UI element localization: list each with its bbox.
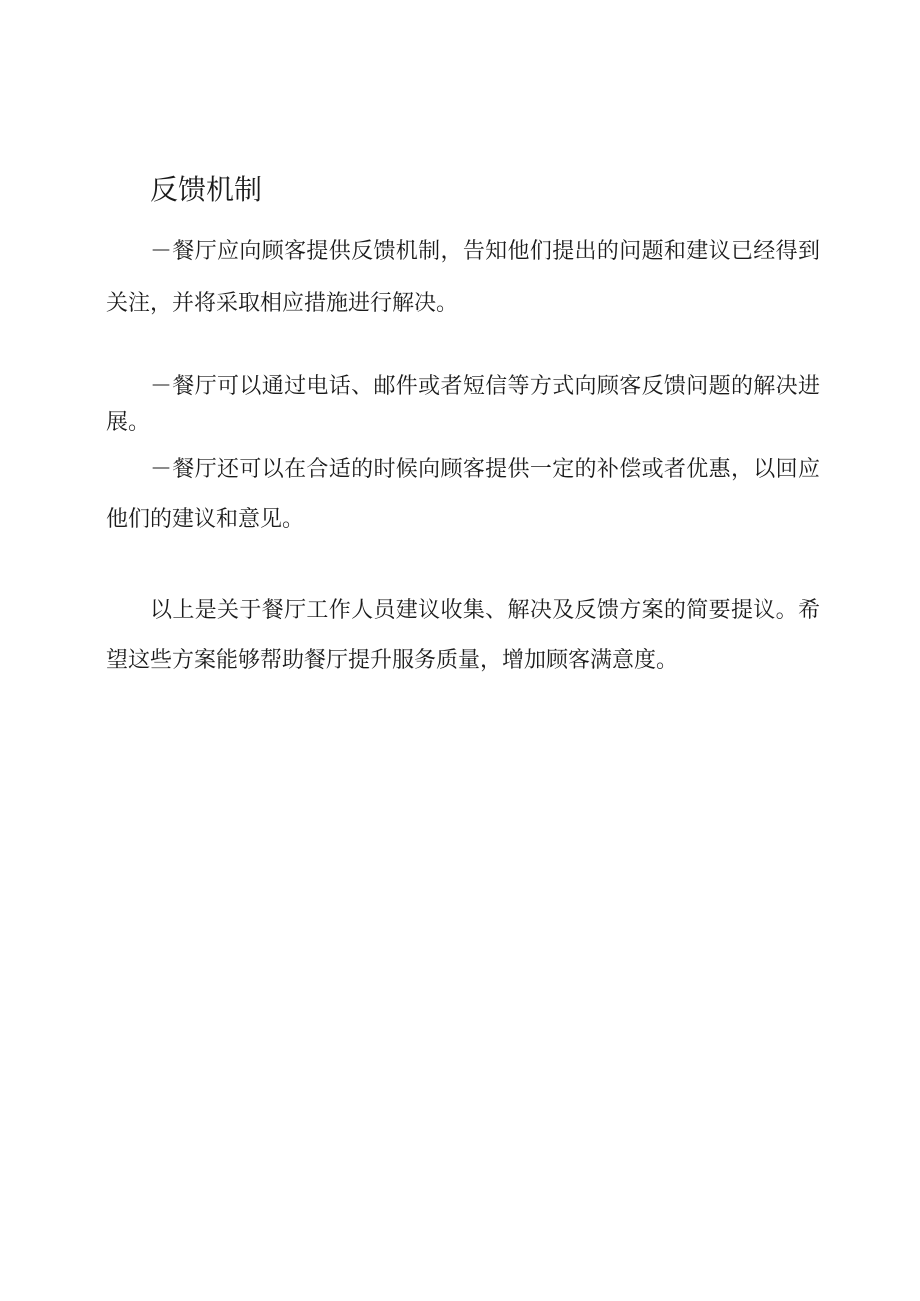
paragraph-feedback-mechanism: －餐厅应向顾客提供反馈机制，告知他们提出的问题和建议已经得到关注，并将采取相应措施进行解决。 — [106, 239, 820, 316]
section-heading: 反馈机制 — [150, 173, 263, 206]
paragraph-conclusion: 以上是关于餐厅工作人员建议收集、解决及反馈方案的简要提议。希望这些方案能够帮助餐厅提升服务质量，增加顾客满意度。 — [106, 598, 820, 673]
paragraph-feedback-channels: －餐厅可以通过电话、邮件或者短信等方式向顾客反馈问题的解决进展。 — [106, 374, 820, 435]
paragraph-compensation: －餐厅还可以在合适的时候向顾客提供一定的补偿或者优惠，以回应他们的建议和意见。 — [106, 457, 820, 532]
